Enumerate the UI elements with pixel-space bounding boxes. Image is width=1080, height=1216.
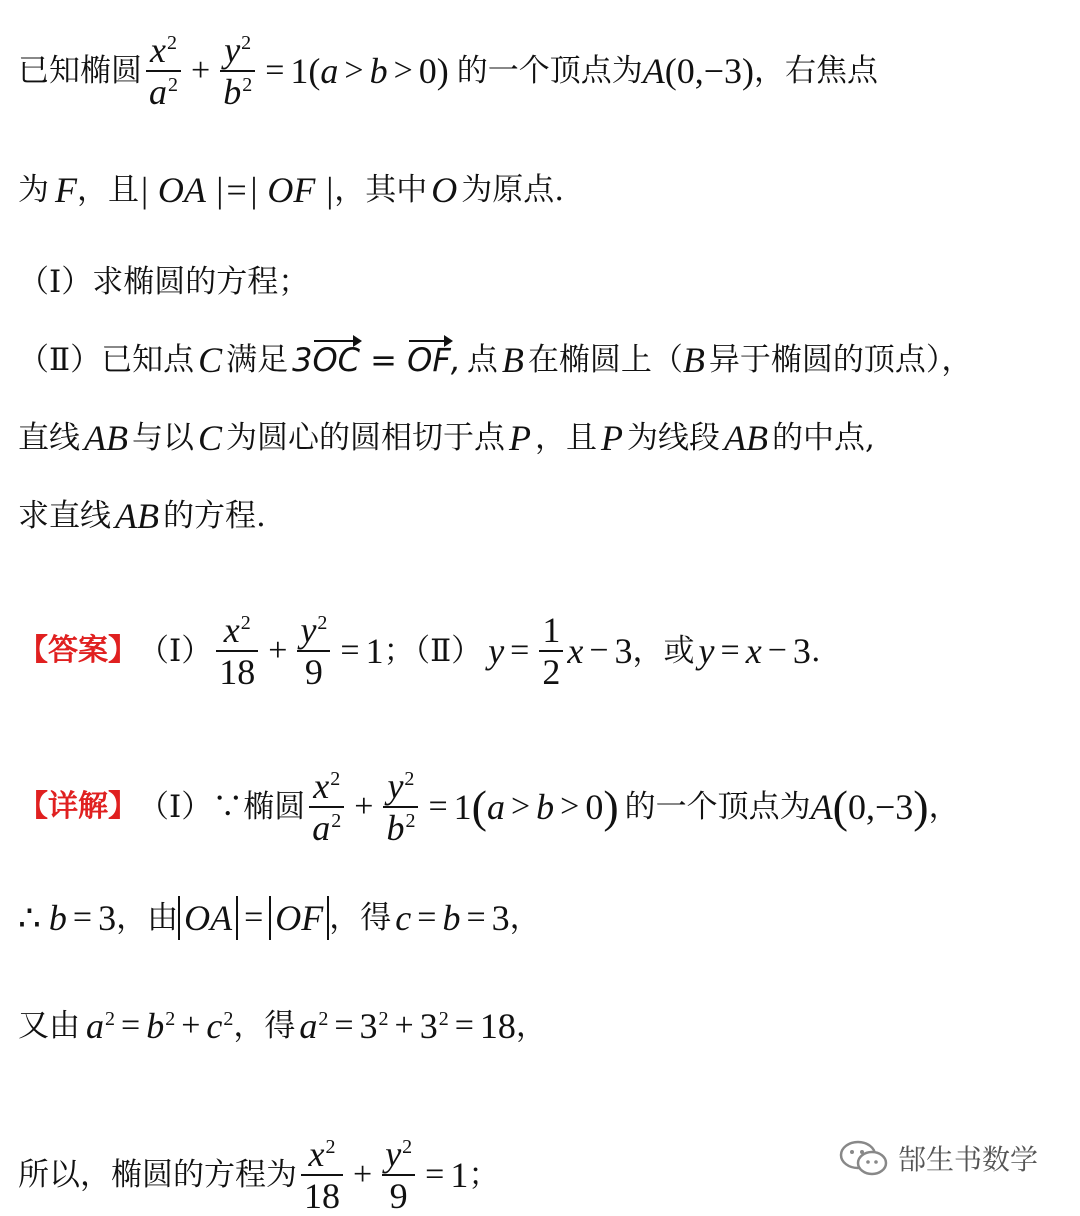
- problem-line-7: 求直线 AB 的方程.: [18, 496, 266, 536]
- text: 的中点,: [771, 420, 875, 456]
- text: ，其中: [334, 172, 428, 208]
- problem-line-1: 已知椭圆 $\frac{x^2}{a^2}$ + $\frac{y^2}{b^2}$ = 1( a > b > 0) 的一个顶点为 A (0,−3) ，右焦点: [18, 30, 879, 112]
- text: ，右焦点: [754, 53, 879, 89]
- text: ；（Ⅱ）: [383, 633, 483, 669]
- text: ；: [468, 1157, 500, 1193]
- text: 所以，椭圆的方程为: [18, 1157, 297, 1193]
- fraction-y2-b2: $\frac{y^2}{b^2}$: [220, 30, 255, 112]
- text: ，: [509, 900, 541, 936]
- text: 为原点.: [461, 172, 565, 208]
- fraction-y2-b2: $\frac{y^2}{b^2}$: [383, 766, 418, 848]
- answer-line: 【答案】 （Ⅰ） $\frac{x^2}{18}$ + $\frac{y^2}{9}$ = 1 ；（Ⅱ） y = $\frac{1}{2}$ x − 3 ，或 y = x − 3 .: [18, 610, 821, 692]
- text: 为线段: [627, 420, 720, 456]
- solution-line-2: ∴ b = 3 ，由 OA = OF ，得 c = b = 3 ，: [18, 898, 541, 938]
- solution-line-4: 所以，椭圆的方程为 $\frac{x^2}{18}$ + $\frac{y^2}{9}$ = 1 ；: [18, 1134, 500, 1216]
- problem-line-2: 为 F ，且 | OA |=| OF | ，其中 O 为原点.: [18, 170, 565, 210]
- solution-line-1: 【详解】 （Ⅰ）∵椭圆 $\frac{x^2}{a^2}$ + $\frac{y^2}{b^2}$ = 1 ( a > b > 0 ) 的一个顶点为 A ( 0,−3 ) ，: [18, 766, 960, 848]
- text: （Ⅰ）求椭圆的方程；: [18, 264, 310, 300]
- text: 为圆心的圆相切于点: [226, 420, 505, 456]
- wechat-icon: [838, 1138, 890, 1178]
- text: 的一个顶点为: [456, 53, 643, 89]
- text: 在椭圆上（: [527, 342, 683, 378]
- fraction-x2-18: $\frac{x^2}{18}$: [216, 610, 258, 692]
- text: ，: [515, 1008, 547, 1044]
- text: 直线: [18, 420, 80, 456]
- text: （Ⅰ）: [138, 633, 213, 669]
- text: 为: [18, 172, 49, 208]
- text: ，且: [535, 420, 597, 456]
- watermark-text: 郜生书数学: [898, 1143, 1039, 1176]
- problem-part-1: [18, 262, 309, 302]
- text: ，得: [329, 900, 392, 936]
- text: 已知椭圆: [18, 53, 142, 89]
- text: 求直线: [18, 498, 111, 534]
- text: （Ⅱ）已知点: [18, 342, 195, 378]
- fraction-1-2: $\frac{1}{2}$: [539, 610, 563, 692]
- text: ，由: [116, 900, 179, 936]
- text: 异于椭圆的顶点），: [708, 342, 973, 378]
- problem-line-6: 直线 AB 与以 C 为圆心的圆相切于点 P ，且 P 为线段 AB 的中点,: [18, 418, 875, 458]
- fraction-x2-18: $\frac{x^2}{18}$: [301, 1134, 343, 1216]
- watermark: [838, 1138, 1038, 1178]
- text: 的方程.: [162, 498, 266, 534]
- fraction-y2-9: $\frac{y^2}{9}$: [297, 610, 330, 692]
- fraction-x2-a2: $\frac{x^2}{a^2}$: [309, 766, 344, 848]
- vector-equation: 3OC = OF,: [292, 341, 461, 379]
- text: ，或: [632, 633, 695, 669]
- text: 又由: [18, 1008, 80, 1044]
- text: 满足: [226, 342, 289, 378]
- text: .: [810, 633, 821, 669]
- text: （Ⅰ）∵椭圆: [138, 789, 306, 825]
- solution-tag: 【详解】: [18, 789, 138, 824]
- solution-line-3: 又由 $a^2$ = $b^2$ + $c^2$ ，得 $a^2$ = $3^2$ + $3^2$ = 18 ，: [18, 1006, 547, 1046]
- fraction-x2-a2: $\frac{x^2}{a^2}$: [146, 30, 181, 112]
- text: 的一个顶点为: [624, 789, 811, 825]
- text: 与以: [131, 420, 194, 456]
- text: ，且: [77, 172, 139, 208]
- fraction-y2-9: $\frac{y^2}{9}$: [382, 1134, 415, 1216]
- text: ，得: [233, 1008, 296, 1044]
- text: 点: [466, 342, 498, 378]
- answer-tag: 【答案】: [18, 633, 138, 668]
- problem-part-2: （Ⅱ）已知点 C 满足 3OC = OF, 点 B 在椭圆上（ B 异于椭圆的顶点），: [18, 340, 973, 380]
